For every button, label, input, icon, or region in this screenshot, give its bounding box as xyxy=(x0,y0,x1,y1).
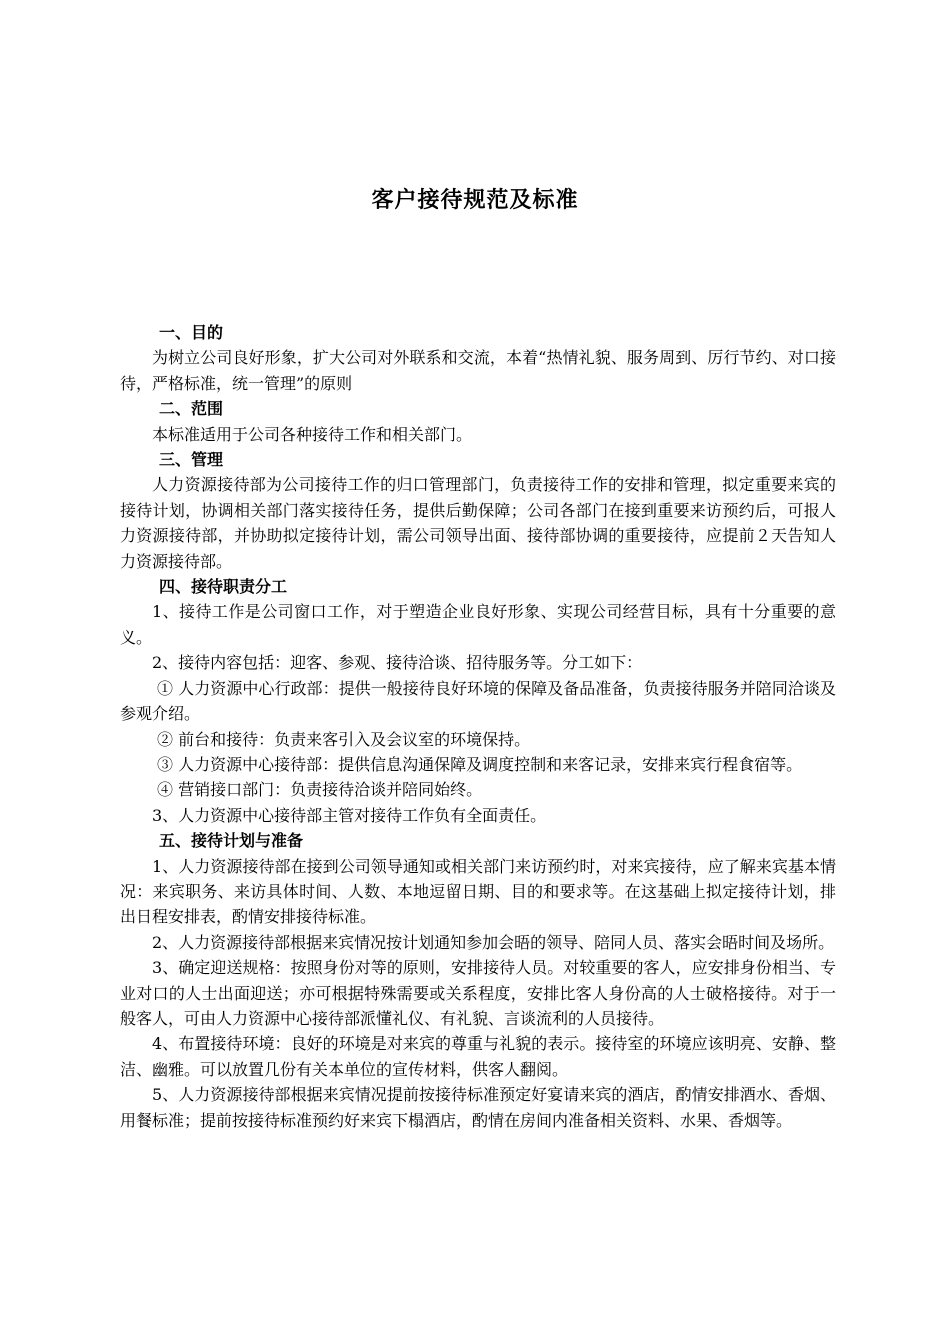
page-title: 客户接待规范及标准 xyxy=(371,187,579,213)
section-paragraph: 1、人力资源接待部在接到公司领导通知或相关部门来访预约时，对来宾接待，应了解来宾基本情况：来宾职务、来访具体时间、人数、本地逗留日期、目的和要求等。在这基础上拟定接待计划，排出日程安排表，酌情安排接待标准。 xyxy=(120,856,836,927)
list-item: ④ 营销接口部门：负责接待洽谈并陪同始终。 xyxy=(157,780,483,800)
list-item: ② 前台和接待：负责来客引入及会议室的环境保持。 xyxy=(157,729,531,749)
list-item: ① 人力资源中心行政部：提供一般接待良好环境的保障及备品准备，负责接待服务并陪同洽谈及参观介绍。 xyxy=(120,678,836,724)
section-heading-scope: 二、范围 xyxy=(159,399,224,419)
section-heading-plan-preparation: 五、接待计划与准备 xyxy=(159,831,304,851)
section-paragraph: 4、布置接待环境：良好的环境是对来宾的尊重与礼貌的表示。接待室的环境应该明亮、安静、整洁、幽雅。可以放置几份有关本单位的宣传材料，供客人翻阅。 xyxy=(120,1034,836,1079)
section-heading-purpose: 一、目的 xyxy=(159,323,224,342)
section-paragraph: 2、接待内容包括：迎客、参观、接待洽谈、招待服务等。分工如下： xyxy=(152,653,643,673)
section-paragraph: 为树立公司良好形象，扩大公司对外联系和交流，本着“热情礼貌、服务周到、厉行节约、对口接待，严格标准，统一管理”的原则 xyxy=(120,348,836,393)
section-paragraph: 人力资源接待部为公司接待工作的归口管理部门，负责接待工作的安排和管理，拟定重要来宾的接待计划，协调相关部门落实接待任务，提供后勤保障；公司各部门在接到重要来访预约后，可报人力资源接待部，并协助拟定接待计划，需公司领导出面、接待部协调的重要接待，应提前２天告知人力资源接待部。 xyxy=(120,475,836,571)
section-paragraph: 3、确定迎送规格：按照身份对等的原则，安排接待人员。对较重要的客人，应安排身份相当、专业对口的人士出面迎送；亦可根据特殊需要或关系程度，安排比客人身份高的人士破格接待。对于一般客人，可由人力资源中心接待部派懂礼仪、有礼貌、言谈流利的人员接待。 xyxy=(120,958,836,1028)
section-heading-management: 三、管理 xyxy=(159,450,224,470)
section-paragraph: 3、人力资源中心接待部主管对接待工作负有全面责任。 xyxy=(152,805,547,825)
section-heading-responsibilities: 四、接待职责分工 xyxy=(159,577,288,597)
document-body xyxy=(120,320,836,1133)
section-paragraph: 1、接待工作是公司窗口工作，对于塑造企业良好形象、实现公司经营目标，具有十分重要的意义。 xyxy=(120,602,836,647)
section-paragraph: 本标准适用于公司各种接待工作和相关部门。 xyxy=(152,424,473,444)
section-paragraph: 5、人力资源接待部根据来宾情况提前按接待标准预定好宴请来宾的酒店，酌情安排酒水、香烟、用餐标准；提前按接待标准预约好来宾下榻酒店，酌情在房间内准备相关资料、水果、香烟等。 xyxy=(120,1085,836,1130)
list-item: ③ 人力资源中心接待部：提供信息沟通保障及调度控制和来客记录，安排来宾行程食宿等。 xyxy=(157,754,803,774)
section-paragraph: 2、人力资源接待部根据来宾情况按计划通知参加会晤的领导、陪同人员、落实会晤时间及场所。 xyxy=(152,932,835,952)
